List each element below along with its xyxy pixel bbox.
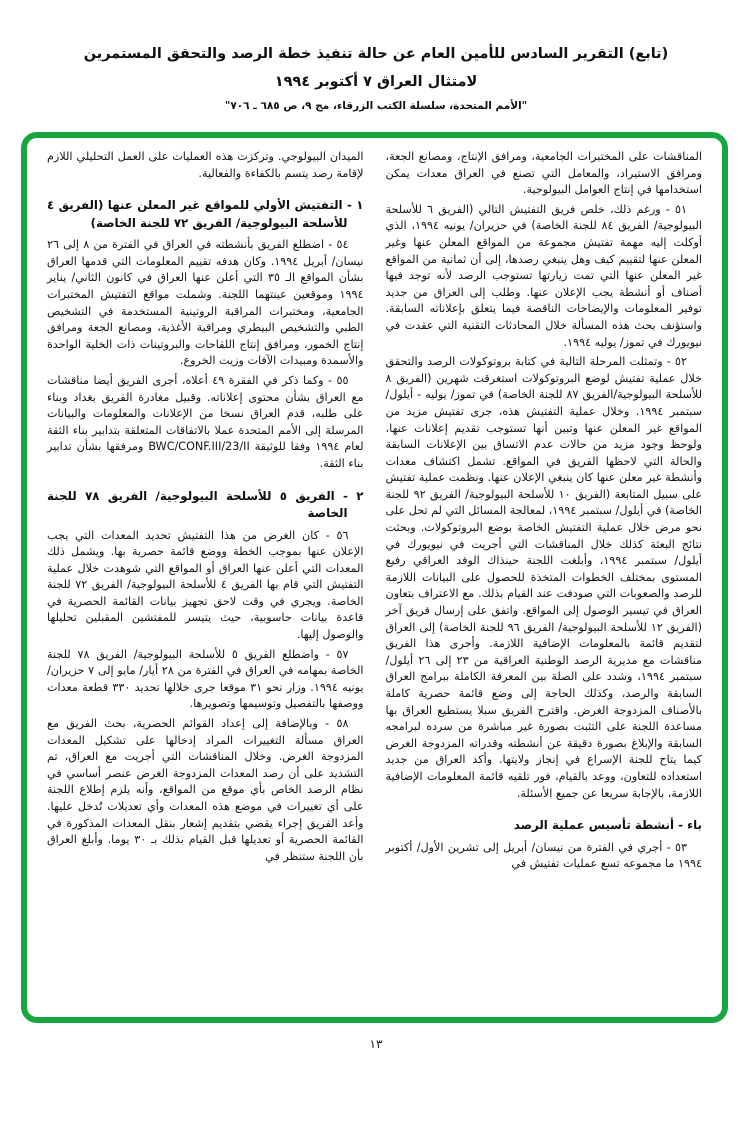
paragraph-52: ٥٢ - وتمثلت المرحلة التالية في كتابة بروتوكولات الرصد والتحقق خلال عملية تفتيش لوضع البروتوكولات استغرقت شهرين (الفريق ٨ للأسلحة البيولوجية/الفريق ٨٧ للجنة الخاصة) في تموز/ يوليه - أيلول/ سبتمبر ١٩٩٤. وخلال عملية التفتيش هذه، جرى تفتيش مزيد من المواقع غير المعلن عنها وتبين أنها تستوجب تقديم إعلانات عنها، ولوحظ وجود مزيد من حالات عدم الاتساق بين الإعلانات السابقة والحالة التي لاحظها الفريق في المواقع. تشمل اكتشاف معدات وأنشطة غير معلن عنها كان ينبغي الإعلان عنها. ونظمت عملية تفتيش على سبيل المتابعة (الفريق ١٠ للأسلحة البيولوجية/ الفريق ٩٢ للجنة الخاصة) في أيلول/ سبتمبر ١٩٩٤، لمعالجة المسائل التي لم تحل على نحو مرض خلال عملية التفتيش الخاصة بوضع البروتوكولات. وبحثت نتائج البعثة كذلك خلال المناقشات التي أجريت في نيويورك في أيلول/ سبتمبر ١٩٩٤، وأبلغت اللجنة حينذاك الوفد العراقي رفيع المستوى بمختلف الخطوات المتخذة للحصول على البيانات اللازمة للرصد والصعوبات التي صودفت عند القيام بذلك. مع الاعتراف بتعاون العراق في تيسير الوصول إلى المواقع. واتفق على إرسال فريق آخر (الفريق ١٢ للأسلحة البيولوجية/ الفريق ٩٦ للجنة الخاصة) إلى العراق لتقديم قائمة بالمعلومات الإضافية اللازمة. وأجرى هذا الفريق مناقشات مع مديرية الرصد الوطنية العراقية من ٢٣ إلى ٢٦ أيلول/ سبتمبر ١٩٩٤، وشدد على الصلة بين المعرفة الكاملة ببرامج العراق السابقة والرصد، وكذلك الحاجة إلى وضع قائمة حصرية كاملة بالأصناف المزدوجة الغرض. واقترح الفريق سبلا يستطيع العراق بها مساعدة اللجنة على التثبت بصورة غير مباشرة من سرده لبرامجه السابقة والإبلاغ بصورة دقيقة عن أنشطته وقدراته المزدوجة الغرض كيما يتاح للجنة الإسراع في إنجاز ولايتها. وأكد العراق من جديد استعداده للتعاون، ووعد بالقيام، فور تلقيه قائمة المعلومات الإضافية اللازمة، بالإجابة سريعا عن جميع الأسئلة. xyxy=(385,355,703,800)
section-heading-1: ١ - التفتيش الأولي للمواقع غير المعلن عنها (الفريق ٤ للأسلحة البيولوجية/ الفريق ٧٢ للجنة الخاصة) xyxy=(47,198,364,230)
paragraph-55: ٥٥ - وكما ذكر في الفقرة ٤٩ أعلاه، أجرى الفريق أيضا مناقشات مع العراق بشأن محتوى إعلاناته. وقبيل مغادرة الفريق بغداد وبناء على طلبه، قدم العراق نسخا من الإعلانات والمعلومات والبيانات المرسلة إلى الأمم المتحدة عملا بالاتفاقات المتعلقة بتدابير بناء الثقة لعام ١٩٩٤ وفقا للوثيقة BWC/CONF.III/23/II ومرفقها بشأن تدابير بناء الثقة. xyxy=(47,373,364,470)
paragraph-continuation-left: الميدان البيولوجي. وتركزت هذه العمليات على العمل التحليلي اللازم لإقامة رصد يتسم بالكفاءة والفعالية. xyxy=(47,150,364,180)
source-citation: "الأمم المتحدة، سلسلة الكتب الزرقاء، مج ٩، ص ٦٨٥ ـ ٧٠٦" xyxy=(224,100,528,112)
paragraph-57: ٥٧ - واضطلع الفريق ٥ للأسلحة البيولوجية/ الفريق ٧٨ للجنة الخاصة بمهامه في العراق في الفترة من ٢٨ أيار/ مايو إلى ٧ حزيران/ يونيه ١٩٩٤. وزار نحو ٣١ موقعا جرى خلالها تحديد ٣٣٠ قطعة معدات ووصفها بالتفصيل وتوسيمها وتصويرها. xyxy=(47,647,364,711)
paragraph-56: ٥٦ - كان الغرض من هذا التفتيش تحديد المعدات التي يجب الإعلان عنها بموجب الخطة ووضع قائمة حصرية بها. ويشمل ذلك المعدات التي أعلن عنها العراق أو المواقع التي شوهدت خلال عملية التفتيش التي قام بها الفريق ٤ للأسلحة البيولوجية/ الفريق ٧٢ للجنة الخاصة. ويجري في وقت لاحق تجهيز بيانات القائمة الحصرية في قاعدة بيانات حاسوبية، حيث يتيسر للمفتشين المقبلين تحليلها والوصول إليها. xyxy=(47,528,364,642)
page-number: ١٣ xyxy=(369,1037,383,1051)
column-left xyxy=(47,149,364,1017)
document-header xyxy=(0,46,752,112)
paragraph-53: ٥٣ - أجري في الفترة من نيسان/ أبريل إلى تشرين الأول/ أكتوبر ١٩٩٤ ما مجموعه تسع عمليات تفتيش في xyxy=(385,840,702,871)
paragraph-54: ٥٤ - اضطلع الفريق بأنشطته في العراق في الفترة من ٨ إلى ٢٦ نيسان/ أبريل ١٩٩٤. وكان هدفه تقييم المعلومات التي قدمها العراق بشأن المواقع الـ ٣٥ التي أعلن عنها العراق في كانون الثاني/ يناير ١٩٩٤ وموقعين عينتهما اللجنة. وشملت مواقع التفتيش المختبرات الجامعية، ومختبرات المراقبة الروتينية المستخدمة في التشخيص الطبي والتشخيص البيطري ومراقبة الأغذية، ومصانع الجعة ومرافق إنتاج الخمور، ومرافق إنتاج اللقاحات والبروتينات ذات الخلية الواحدة والأسمدة ومبيدات الآفات وزيت الخروع. xyxy=(47,238,364,368)
section-heading-baa: باء - أنشطة تأسيس عملية الرصد xyxy=(513,818,702,833)
content-frame xyxy=(21,132,728,1023)
paragraph-51: ٥١ - ورغم ذلك، خلص فريق التفتيش التالي (الفريق ٦ للأسلحة البيولوجية/ الفريق ٨٤ للجنة الخاصة) في حزيران/ يونيه ١٩٩٤، الذي أوكلت إليه مهمة تفتيش مجموعة من المواقع المعلن عنها وغير المعلن عنها لتقييم كيف وهل ينبغي رصدها، إلى أن ثمانية من المواقع غير المعلن عنها التي تمت زيارتها تستوجب الرصد لأنه توجد فيها أصناف أو أنشطة يجب الإعلان عنها. وطلب إلى العراق من جديد توفير المعلومات والإيضاحات الناقصة فيما يتعلق بإعلاناته السابقة. واستؤنف بحث هذه المسألة خلال المحادثات التقنية التي عقدت في نيويورك في تموز/ يوليه ١٩٩٤. xyxy=(385,202,702,349)
section-heading-2: ٢ - الفريق ٥ للأسلحة البيولوجية/ الفريق ٧٨ للجنة الخاصة xyxy=(47,488,364,520)
report-title-line1: (تابع) التقرير السادس للأمين العام عن حالة تنفيذ خطة الرصد والتحقق المستمرين xyxy=(83,46,669,62)
column-right xyxy=(386,149,703,1017)
report-title-line2: لامتثال العراق ٧ أكتوبر ١٩٩٤ xyxy=(274,74,478,90)
paragraph-58: ٥٨ - وبالإضافة إلى إعداد القوائم الحصرية، بحث الفريق مع العراق مسألة التغييرات المراد إدخالها على تشكيل المعدات المزدوجة الغرض. وخلال المناقشات التي أجريت مع العراق، تم التشديد على أن رصد المعدات المزدوجة الغرض عنصر أساسي في نظام الرصد الخاص بأي موقع من المواقع، وأنه يلزم إطلاع اللجنة على أي تغييرات في موضع هذه المعدات وأي تعديلات تُدخل عليها. وأعد الفريق إجراء يقضي بتقديم إشعار بنقل المعدات المذكورة في القائمة الحصرية أو تعديلها قبل القيام بذلك بـ ٣٠ يوما. وأبلغ العراق بأن اللجنة ستنظر في xyxy=(47,717,364,863)
paragraph-continuation-right: المناقشات على المختبرات الجامعية، ومرافق الإنتاج، ومصانع الجعة، ومرافق الاستيراد، والمعامل التي تصنع في العراق معدات يمكن استخدامها في إنتاج العوامل البيولوجية. xyxy=(385,150,702,197)
